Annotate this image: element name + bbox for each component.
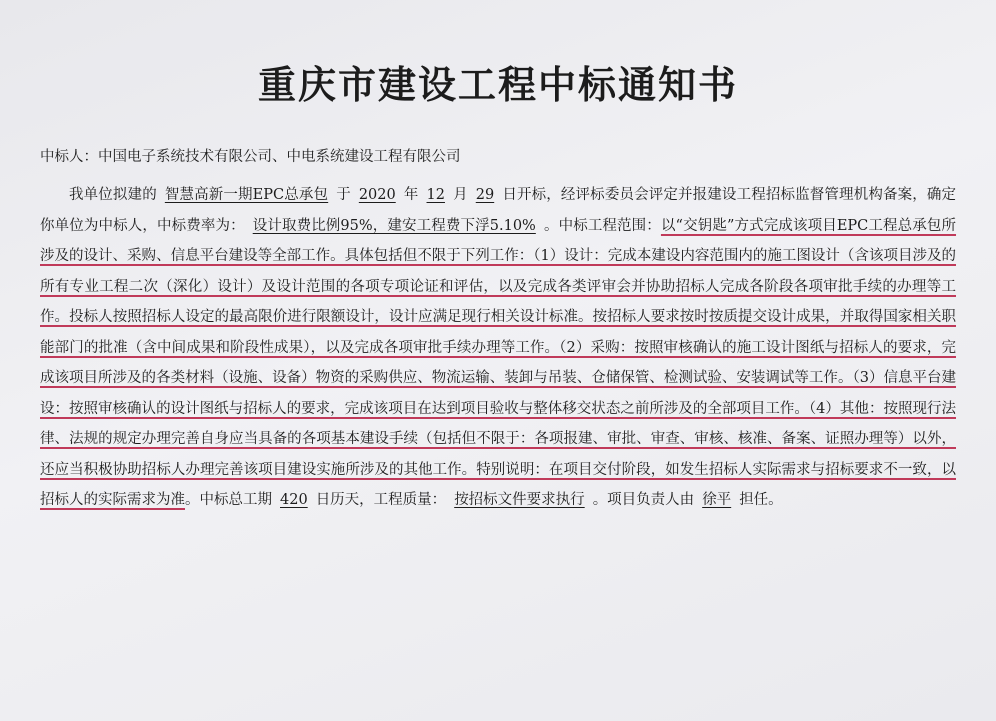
notice-body (40, 180, 956, 516)
year-unit: 年 (403, 187, 419, 203)
project-manager: 徐平 (702, 492, 732, 508)
quality-requirement: 按招标文件要求执行 (454, 492, 585, 508)
project-name: 智慧高新一期EPC总承包 (164, 187, 329, 203)
date-prefix: 于 (336, 187, 351, 203)
scope-text: 以“交钥匙”方式完成该项目EPC工程总承包所涉及的设计、采购、信息平台建设等全部工作。具体包括但不限于下列工作：（1）设计：完成本建设内容范围内的施工图设计（含该项目涉及的所有专业工程二次（深化）设计）及设计范围的各项专项论证和评估，以及完成各类评审会并协助招标人完成各阶段各项审批手续的办理等工作。投标人按照招标人设定的最高限价进行限额设计，设计应满足现行相关设计标准。按招标人要求按时按质提交设计成果，并取得国家相关职能部门的批准（含中间成果和阶段性成果），以及完成各项审批手续办理等工作。（2）采购：按照审核确认的施工设计图纸与招标人的要求，完成该项目所涉及的各类材料（设施、设备）物资的采购供应、物流运输、装卸与吊装、仓储保管、检测试验、安装调试等工作。（3）信息平台建设：按照审核确认的设计图纸与招标人的要求，完成该项目在达到项目验收与整体移交状态之前所涉及的全部项目工作。（4）其他：按照现行法律、法规的规定办理完善自身应当具备的各项基本建设手续（包括但不限于：各项报建、审批、审查、审核、核准、备案、证照办理等）以外，还应当积极协助招标人办理完善该项目建设实施所涉及的其他工作。特别说明：在项目交付阶段，如发生招标人实际需求与招标要求不一致，以招标人的实际需求为准 (40, 217, 957, 508)
bid-day: 29 (475, 187, 495, 203)
period-prefix: 。中标总工期 (185, 492, 272, 508)
after-date-text: 日开标，经评标委员会评定并报建设工程招标监督管理机构备案，确定你单位为中标人，中标费率为： (40, 187, 957, 234)
intro-text: 我单位拟建的 (69, 187, 157, 203)
bid-month: 12 (426, 187, 445, 203)
scope-label: 。中标工程范围： (543, 217, 661, 234)
recipient-line (40, 145, 956, 166)
recipient-label: 中标人： (40, 149, 98, 165)
bid-rate: 设计取费比例95%，建安工程费下浮5.10% (252, 217, 536, 234)
month-unit: 月 (452, 187, 468, 203)
bid-year: 2020 (358, 187, 396, 203)
document-title: 重庆市建设工程中标通知书 (257, 63, 738, 107)
pm-prefix: 。项目负责人由 (592, 492, 695, 508)
period-unit: 日历天，工程质量： (315, 492, 447, 508)
recipient-name: 中国电子系统技术有限公司、中电系统建设工程有限公司 (98, 149, 461, 165)
construction-period: 420 (280, 492, 308, 508)
pm-suffix: 担任。 (739, 492, 783, 508)
